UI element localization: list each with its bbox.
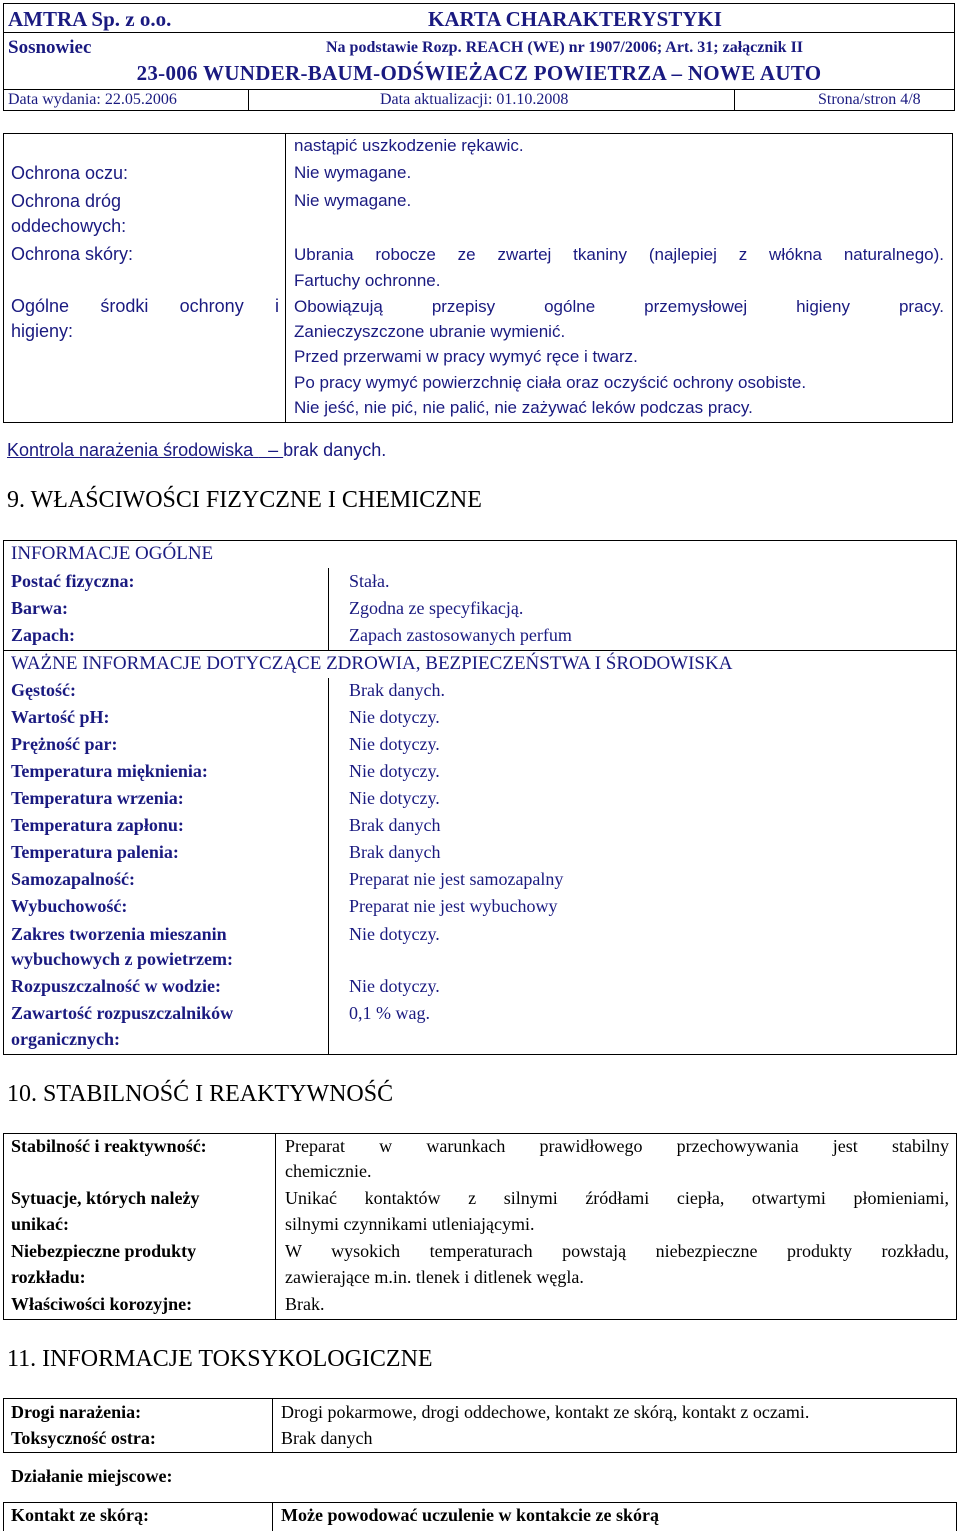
general-info-heading: INFORMACJE OGÓLNE [11,543,214,564]
acute-toxicity-value: Brak danych [281,1428,373,1448]
table-divider [3,650,957,651]
hazardous-products-label: Niebezpieczne produkty [11,1241,197,1261]
hygiene-label: higieny: [11,321,74,341]
hygiene-value: Po pracy wymyć powierzchnię ciała oraz oczyścić ochrony osobiste. [294,373,807,392]
exposure-routes-value: Drogi pokarmowe, drogi oddechowe, kontakt ze skórą, kontakt z oczami. [281,1402,810,1422]
property-value: Brak danych [349,842,441,862]
environment-control: Kontrola narażenia środowiska – brak danych. [7,440,387,460]
property-label: Postać fizyczna: [11,571,135,591]
hygiene-value: Przed przerwami w pracy wymyć ręce i twarz. [294,347,638,366]
hygiene-value: Zanieczyszczone ubranie wymienić. [294,322,566,341]
property-value: Zapach zastosowanych perfum [349,625,572,645]
property-value: Nie dotyczy. [349,761,440,781]
eye-protection-value: Nie wymagane. [294,163,412,182]
respiratory-protection-value: Nie wymagane. [294,191,412,210]
property-label: Wybuchowość: [11,896,128,916]
hygiene-value: Obowiązują przepisy ogólne przemysłowej higieny pracy. [294,297,944,316]
table-divider [328,568,329,650]
corrosive-label: Właściwości korozyjne: [11,1294,193,1314]
property-value: Nie dotyczy. [349,924,440,944]
avoid-label: Sytuacje, których należy [11,1188,200,1208]
property-value: Nie dotyczy. [349,707,440,727]
header-divider [4,32,954,33]
section-10-heading: 10. STABILNOŚĆ I REAKTYWNOŚĆ [7,1081,394,1107]
property-value: Nie dotyczy. [349,976,440,996]
corrosive-value: Brak. [285,1294,325,1314]
skin-contact-value: Może powodować uczulenie w kontakcie ze skórą [281,1505,659,1525]
property-label: organicznych: [11,1029,120,1049]
document-header [3,3,955,111]
eye-protection-label: Ochrona oczu: [11,163,129,183]
environment-control-value: brak danych. [283,440,387,460]
respiratory-protection-label: oddechowych: [11,216,127,236]
property-value: Preparat nie jest samozapalny [349,869,564,889]
property-label: Prężność par: [11,734,118,754]
stability-value: Preparat w warunkach prawidłowego przechowywania jest stabilny [285,1136,949,1156]
update-date: Data aktualizacji: 01.10.2008 [380,91,569,108]
property-value: Zgodna ze specyfikacją. [349,598,524,618]
property-label: Barwa: [11,598,68,618]
legal-basis: Na podstawie Rozp. REACH (WE) nr 1907/2006; Art. 31; załącznik II [326,39,804,56]
respiratory-protection-label: Ochrona dróg [11,191,122,211]
table-divider [272,1502,273,1531]
hazardous-products-value: W wysokich temperaturach powstają niebezpieczne produkty rozkładu, [285,1241,949,1261]
skin-protection-value: Fartuchy ochronne. [294,271,441,290]
property-label: Samozapalność: [11,869,136,889]
property-label: Gęstość: [11,680,76,700]
avoid-value: silnymi czynnikami utleniającymi. [285,1214,535,1234]
skin-protection-label: Ochrona skóry: [11,244,134,264]
important-info-heading: WAŻNE INFORMACJE DOTYCZĄCE ZDROWIA, BEZPIECZEŃSTWA I ŚRODOWISKA [11,653,733,674]
property-label: Zakres tworzenia mieszanin [11,924,227,944]
property-value: Brak danych. [349,680,445,700]
avoid-label: unikać: [11,1214,70,1234]
property-value: Brak danych [349,815,441,835]
skin-contact-label: Kontakt ze skórą: [11,1505,149,1525]
section-11-heading: 11. INFORMACJE TOKSYKOLOGICZNE [7,1346,433,1372]
property-value: Nie dotyczy. [349,788,440,808]
page-number: Strona/stron 4/8 [818,91,921,108]
table-divider [328,678,329,1055]
company-name: AMTRA Sp. z o.o. [8,7,172,31]
issue-date: Data wydania: 22.05.2006 [8,91,177,108]
local-effects-label: Działanie miejscowe: [11,1466,173,1486]
exposure-routes-label: Drogi narażenia: [11,1402,142,1422]
acute-toxicity-label: Toksyczność ostra: [11,1428,156,1448]
table-divider [285,133,286,423]
hazardous-products-label: rozkładu: [11,1267,86,1287]
property-label: Temperatura mięknienia: [11,761,208,781]
company-city: Sosnowiec [8,37,92,58]
header-divider [4,89,954,90]
section-9-heading: 9. WŁAŚCIWOŚCI FIZYCZNE I CHEMICZNE [7,487,482,513]
hygiene-value: Nie jeść, nie pić, nie palić, nie zażywać leków podczas pracy. [294,398,753,417]
table-divider [275,1133,276,1320]
property-label: wybuchowych z powietrzem: [11,949,233,969]
property-value: Preparat nie jest wybuchowy [349,896,558,916]
header-divider [734,90,735,110]
avoid-value: Unikać kontaktów z silnymi źródłami ciepła, otwartymi płomieniami, [285,1188,949,1208]
property-label: Zawartość rozpuszczalników [11,1003,234,1023]
protection-continuation: nastąpić uszkodzenie rękawic. [294,136,524,155]
property-label: Temperatura zapłonu: [11,815,184,835]
property-label: Rozpuszczalność w wodzie: [11,976,221,996]
header-divider [248,90,249,110]
table-divider [272,1398,273,1453]
stability-label: Stabilność i reaktywność: [11,1136,207,1156]
property-value: Stała. [349,571,390,591]
hazardous-products-value: zawierające m.in. tlenek i ditlenek węgla. [285,1267,584,1287]
hygiene-label: Ogólne środki ochrony i [11,296,279,316]
property-label: Wartość pH: [11,707,110,727]
stability-value: chemicznie. [285,1161,372,1181]
product-name: 23-006 WUNDER-BAUM-ODŚWIEŻACZ POWIETRZA – NOWE AUTO [136,61,822,85]
property-value: Nie dotyczy. [349,734,440,754]
environment-control-label: Kontrola narażenia środowiska [7,440,259,460]
property-label: Zapach: [11,625,76,645]
document-title: KARTA CHARAKTERYSTYKI [428,7,722,31]
property-label: Temperatura wrzenia: [11,788,184,808]
property-label: Temperatura palenia: [11,842,179,862]
skin-protection-value: Ubrania robocze ze zwartej tkaniny (najlepiej z włókna naturalnego). [294,245,944,264]
property-value: 0,1 % wag. [349,1003,430,1023]
